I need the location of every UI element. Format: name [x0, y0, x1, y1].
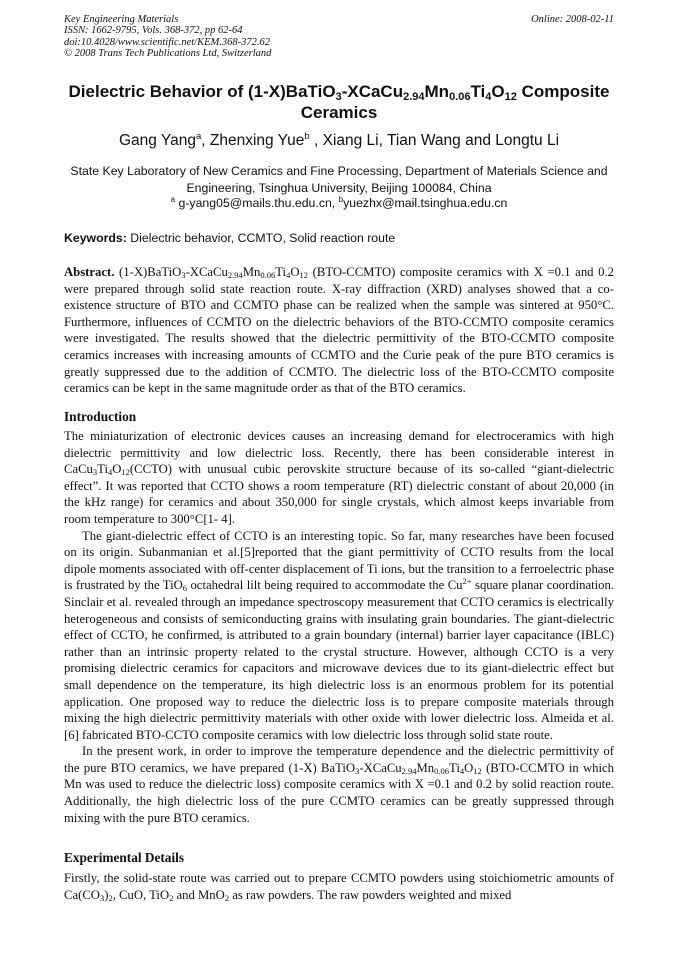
title-subscript: 4	[485, 91, 492, 103]
body-text: )	[104, 887, 109, 902]
subscript: 12	[473, 765, 482, 776]
subscript: 3	[92, 467, 98, 478]
body-text: Mn	[416, 760, 435, 775]
author-emails: $^a$ g-yang05@mails.thu.edu.cn, $^b$yuezhx@mail.tsinghua.edu.cn	[170, 195, 508, 210]
superscript: 2+	[462, 576, 472, 587]
body-text: (CCTO) with unusual cubic perovskite structure because of its so-called “giant-dielectric effect”. It was reported that CCTO shows a room temperature (RT) dielectric constant of about 20,000 (in the kHz range) for ceramics and about 350,000 for single crystals, which almost keeps invariable from room temperature to 300°C[1- 4].	[64, 462, 614, 526]
author-name: Gang Yang	[118, 132, 196, 149]
abstract-text: Ti	[275, 265, 287, 279]
subscript: 2.94	[227, 270, 243, 280]
author-name: Xiang Li	[322, 132, 379, 149]
title-subscript: 3	[335, 91, 342, 103]
body-text: O	[464, 760, 474, 775]
body-text: Ti	[449, 760, 460, 775]
introduction-body	[64, 428, 614, 826]
body-text: In the present work, in order to improve the temperature dependence and the dielectric permittivity of the pure BTO ceramics, we have prepared (1-X) BaTiO	[64, 744, 614, 775]
email-address: yuezhx@mail.tsinghua.edu.cn	[343, 196, 508, 210]
introduction-heading: Introduction	[64, 409, 137, 424]
author-name: Tian Wang and Longtu Li	[386, 132, 560, 149]
copyright-line: © 2008 Trans Tech Publications Ltd, Switzerland	[64, 48, 272, 60]
body-text: -XCaCu	[359, 760, 402, 775]
abstract-text: O	[290, 265, 300, 279]
title-text: Composite Ceramics	[300, 82, 610, 122]
keywords-label: Keywords:	[64, 231, 127, 245]
title-text: -XCaCu	[341, 82, 404, 101]
subscript: 3	[181, 270, 186, 280]
keywords	[64, 231, 614, 245]
body-text: The miniaturization of electronic devices causes an increasing demand for electroceramics with high dielectric permittivity and low dielectric loss. Recently, there has been considerable interest in CaCu	[64, 429, 614, 477]
title-text: Ti	[470, 82, 486, 101]
title-subscript: 0.06	[449, 91, 471, 103]
subscript: 4	[108, 467, 113, 478]
title-text: Mn	[424, 82, 450, 101]
keywords-text: Dielectric behavior, CCMTO, Solid reaction route	[130, 231, 396, 245]
abstract-text: -XCaCu	[185, 265, 228, 279]
body-text: Ti	[97, 462, 108, 477]
subscript: 3	[99, 892, 105, 903]
abstract-text: (1-X)BaTiO	[119, 265, 182, 279]
body-text: Firstly, the solid-state route was carried out to prepare CCMTO powders using stoichiometric amounts of Ca(CO	[64, 871, 614, 902]
abstract-label: Abstract.	[64, 265, 115, 279]
body-text: as raw powders. The raw powders weighted and mixed	[229, 887, 512, 902]
title-text: O	[491, 82, 505, 101]
experimental-body	[64, 870, 614, 903]
author-affil-mark: b	[304, 131, 310, 142]
subscript: 0.06	[260, 270, 276, 280]
experimental-heading: Experimental Details	[64, 850, 185, 865]
body-text: and MnO	[173, 887, 225, 902]
intro-paragraph-2	[64, 528, 614, 744]
body-text: , CuO, TiO	[112, 887, 170, 902]
body-text: (BTO-CCMTO in which Mn was used to reduce the dielectric loss) composite ceramics with X =0.1 and 0.2 by solid reaction route. Additionally, the high dielectric loss of the pure CCMTO ceramics can be greatly suppressed through mixing with the pure BTO ceramics.	[64, 760, 614, 825]
issn-line: ISSN: 1662-9795, Vols. 368-372, pp 62-64	[64, 25, 243, 37]
subscript: 6	[182, 583, 188, 594]
affiliation: State Key Laboratory of New Ceramics and Fine Processing, Department of Materials Science and Engineering, Tsinghua University, Beijing 100084, China	[70, 164, 608, 195]
title-text: Dielectric Behavior of (1-X)BaTiO	[68, 82, 336, 101]
intro-paragraph-1	[64, 428, 614, 528]
body-text: The giant-dielectric effect of CCTO is an interesting topic. So far, many researches have been focused on its origin. Subanmanian et al.[5]reported that the giant permittivity of CCTO results from the local dipole moments associated with off-center displacement of Ti ions, but the transition to a ferroelectric phase is frustrated by the TiO	[64, 528, 614, 593]
author-name: Zhenxing Yue	[209, 132, 305, 149]
online-date: Online: 2008-02-11	[531, 14, 614, 25]
subscript: 0.06	[434, 765, 450, 776]
body-text: square planar coordination. Sinclair et al. revealed through an impedance spectroscopy measurement that CCTO ceramics is electrically heterogeneous and consists of semiconducting grains with insulating grain boundaries. The giant-dielectric effect of CCTO, he confirmed, is attributed to a grain boundary (internal) barrier layer capacitance (IBLC) rather than an intrinsic property related to the crystal structure. However, although CCTO is a very promising dielectric ceramics for capacitors and microwave devices due to its giant-dielectric effect but small dependence on the temperature, its high dielectric loss is an enormous problem for its potential application. One proposed way to reduce the dielectric loss is to prepare composite materials through mixing the high dielectric permittivity materials with other oxide with lower dielectric loss. Almeida et al.[6] fabricated BTO-CCTO composite ceramics with low dielectric loss through solid state route.	[64, 578, 614, 742]
journal-header	[64, 14, 614, 60]
email-mark: b	[338, 195, 344, 204]
subscript: 12	[299, 270, 309, 280]
subscript: 2	[224, 892, 230, 903]
intro-paragraph-3	[64, 743, 614, 826]
email-address: g-yang05@mails.thu.edu.cn	[178, 196, 332, 210]
subscript: 2	[169, 892, 174, 903]
journal-name: Key Engineering Materials	[64, 14, 179, 25]
subscript: 3	[355, 765, 360, 776]
doi-line: doi:10.4028/www.scientific.net/KEM.368-372.62	[64, 36, 270, 48]
subscript: 12	[121, 467, 130, 478]
body-text: octahedral lilt being required to accommodate the Cu	[187, 578, 463, 593]
title-subscript: 2.94	[403, 91, 425, 103]
subscript: 2	[108, 892, 113, 903]
subscript: 4	[286, 270, 291, 280]
subscript: 4	[459, 765, 465, 776]
email-mark: a	[170, 195, 176, 204]
title-subscript: 12	[504, 91, 517, 103]
abstract-text: (BTO-CCMTO) composite ceramics with X =0.1 and 0.2 were prepared through solid state reaction route. X-ray diffraction (XRD) analyses showed that a co-existence structure of BTO and CCMTO phase can be realized when the sample was sintered at 950°C. Furthermore, influences of CCMTO on the dielectric behaviors of the BTO-CCMTO composite ceramics were investigated. The results showed that the dielectric permittivity of the BTO-CCMTO composite ceramics increases with increasing amounts of CCMTO and the Curie peak of the pure BTO ceramics is greatly suppressed due to the addition of CCMTO. The dielectric loss of the BTO-CCMTO composite ceramics can be kept in the same magnitude order as that of the BTO ceramics.	[64, 265, 615, 396]
body-text: O	[112, 462, 122, 477]
author-affil-mark: a	[195, 131, 202, 142]
abstract-text: Mn	[242, 265, 261, 279]
abstract	[64, 264, 614, 397]
subscript: 2.94	[401, 765, 417, 776]
paper-title	[40, 81, 638, 123]
author-list: Gang Yang$^a$, Zhenxing Yue$^b$ , Xiang Li, Tian Wang and Longtu Li	[118, 131, 560, 149]
